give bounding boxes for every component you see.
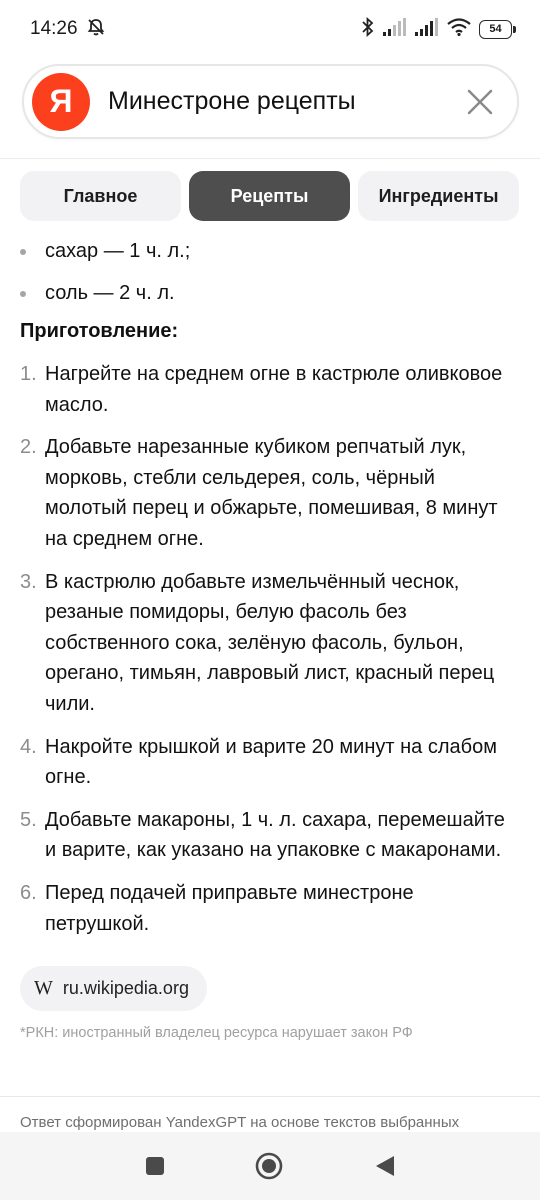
- back-triangle-icon: [370, 1151, 400, 1181]
- step-text: Перед подачей приправьте минестроне петрушкой.: [45, 881, 414, 935]
- step-number: 6.: [20, 881, 37, 904]
- ingredient-text: сахар — 1 ч. л.;: [45, 240, 191, 262]
- source-link-wikipedia[interactable]: [20, 966, 207, 1011]
- clear-search-button[interactable]: [457, 79, 503, 125]
- tabs: [20, 171, 540, 221]
- step-text: Накройте крышкой и варите 20 минут на слабом огне.: [45, 735, 497, 789]
- step-text: Нагрейте на среднем огне в кастрюле оливковое масло.: [45, 363, 503, 416]
- step-number: 1.: [20, 363, 37, 385]
- search-input[interactable]: [108, 87, 457, 116]
- mute-icon: [86, 17, 106, 42]
- steps-list: [20, 359, 520, 939]
- ingredients-list: [20, 236, 520, 308]
- step-number: 2.: [20, 436, 37, 459]
- wikipedia-icon: W: [34, 977, 53, 1000]
- square-icon: [140, 1151, 170, 1181]
- tab-ingredients[interactable]: Ингредиенты: [358, 171, 519, 221]
- preparation-heading: Приготовление:: [20, 320, 179, 342]
- step-item: [20, 359, 520, 420]
- tab-recipes[interactable]: Рецепты: [189, 171, 350, 221]
- rkn-disclaimer: *РКН: иностранный владелец ресурса нарушает закон РФ: [20, 1025, 413, 1042]
- step-item: [20, 432, 520, 554]
- step-text: В кастрюлю добавьте измельчённый чеснок, резаные помидоры, белую фасоль без собственного сока, зелёную фасоль, бульон, орегано, тимьян, лавровый лист, красный перец чили.: [45, 570, 495, 715]
- ingredient-text: соль — 2 ч. л.: [45, 282, 175, 304]
- circle-icon: [254, 1151, 284, 1181]
- step-number: 5.: [20, 808, 37, 831]
- close-icon: [465, 87, 495, 117]
- recents-button[interactable]: [140, 1151, 170, 1181]
- bullet-icon: [20, 291, 26, 297]
- back-button[interactable]: [370, 1151, 400, 1181]
- step-item: [20, 732, 520, 793]
- search-bar: [22, 64, 519, 139]
- status-time: 14:26: [30, 18, 78, 39]
- wifi-icon: [447, 18, 471, 41]
- yandex-logo-icon[interactable]: Я: [32, 73, 90, 131]
- step-item: [20, 805, 520, 866]
- tab-main[interactable]: Главное: [20, 171, 181, 221]
- bullet-icon: [20, 249, 26, 255]
- yandexgpt-note: Ответ сформирован YandexGPT на основе текстов выбранных: [20, 1114, 460, 1131]
- home-button[interactable]: [254, 1151, 284, 1181]
- step-item: [20, 878, 520, 939]
- step-item: [20, 567, 520, 720]
- header-divider: [0, 158, 540, 159]
- signal-icon: [415, 18, 439, 41]
- answer-content: [20, 236, 520, 1043]
- bluetooth-icon: [361, 17, 375, 42]
- list-item: [20, 278, 520, 308]
- source-label: ru.wikipedia.org: [62, 978, 189, 999]
- status-bar: [0, 0, 540, 58]
- system-nav-bar: [0, 1132, 540, 1200]
- step-number: 4.: [20, 735, 37, 758]
- signal-icon: [383, 18, 407, 41]
- step-text: Добавьте макароны, 1 ч. л. сахара, перемешайте и варите, как указано на упаковке с макаронами.: [45, 808, 505, 862]
- battery-icon: 54: [479, 20, 512, 39]
- footer-divider: [0, 1096, 540, 1097]
- list-item: [20, 236, 520, 266]
- step-number: 3.: [20, 570, 37, 593]
- step-text: Добавьте нарезанные кубиком репчатый лук, морковь, стебли сельдерея, соль, чёрный молотый перец и обжарьте, помешивая, 8 минут на среднем огне.: [45, 436, 498, 550]
